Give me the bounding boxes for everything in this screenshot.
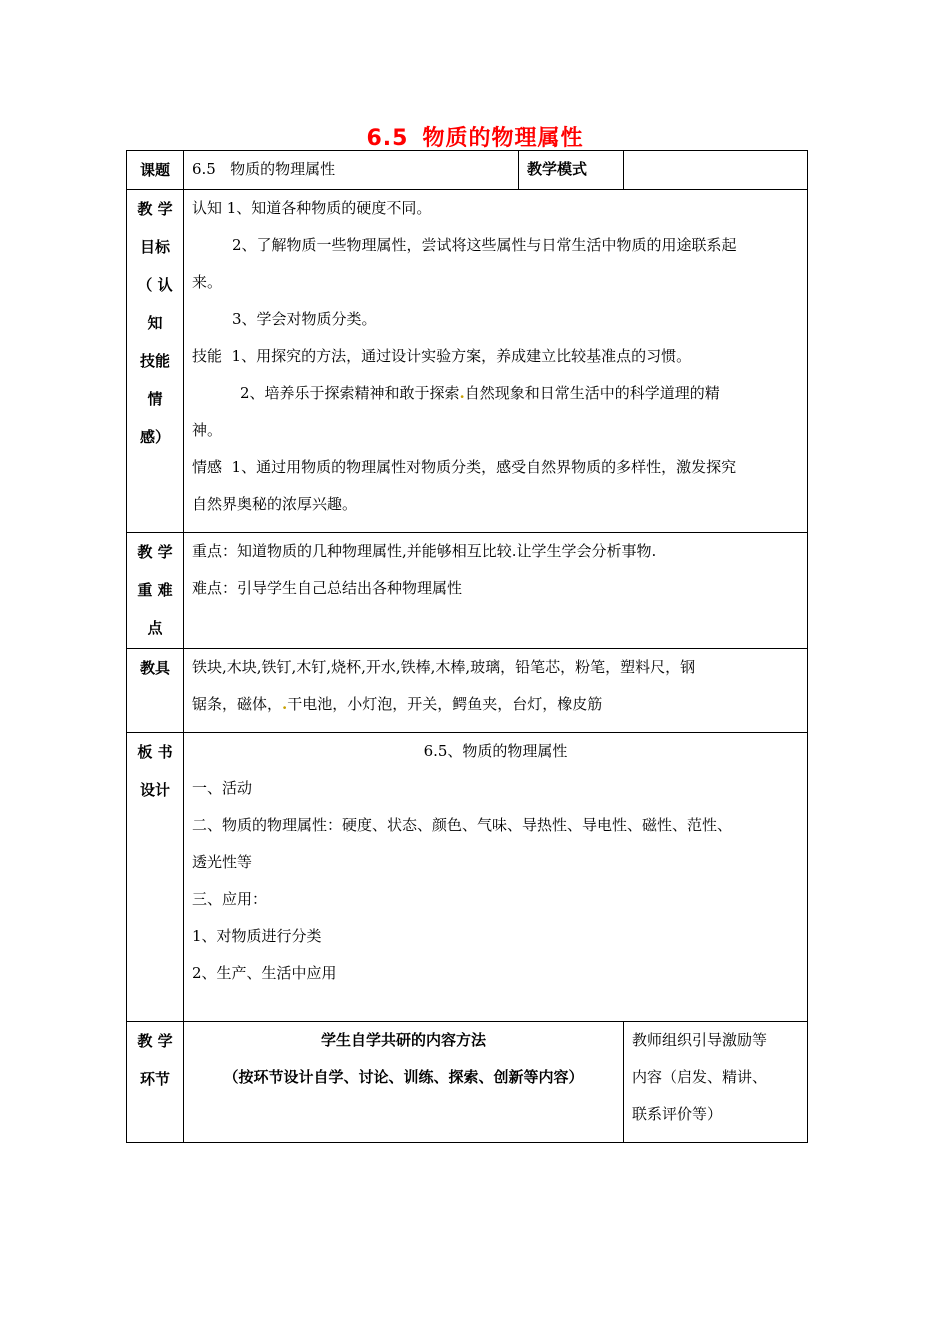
goal-line-part: 2、培养乐于探索精神和敢于探索 (240, 384, 460, 402)
goal-line: 2、了解物质一些物理属性，尝试将这些属性与日常生活中物质的用途联系起 (232, 236, 737, 254)
board-label-line: 板 书 (137, 743, 173, 761)
goal-line: 情感 1、通过用物质的物理属性对物质分类，感受自然界物质的多样性，激发探究 (192, 458, 737, 476)
goals-label-line: 情 (147, 390, 163, 408)
goals-label-line: 感） (139, 428, 170, 446)
topic-label: 课题 (139, 161, 170, 179)
topic-value: 6.5 物质的物理属性 (184, 151, 519, 190)
title-text: 物质的物理属性 (422, 126, 584, 151)
steps-teacher-content (624, 1022, 808, 1143)
row-tools (127, 649, 808, 733)
steps-label-line: 环节 (139, 1070, 170, 1088)
goal-line-part: 自然现象和日常生活中的科学道理的精 (464, 384, 720, 402)
board-heading: 6.5、物质的物理属性 (423, 742, 568, 760)
mark-dot: . (282, 695, 288, 713)
board-content (184, 733, 808, 1022)
tools-label: 教具 (139, 659, 170, 677)
mode-label: 教学模式 (519, 151, 624, 190)
tools-line-part: 锯条，磁体， (192, 695, 283, 713)
goals-label-line: 目标 (139, 238, 170, 256)
tools-line (192, 686, 799, 723)
mode-value (624, 151, 808, 190)
key-content (184, 533, 808, 649)
row-topic (127, 151, 808, 190)
board-label-line: 设计 (139, 781, 170, 799)
board-line: 1、对物质进行分类 (192, 927, 322, 945)
row-board-design (127, 733, 808, 1022)
goal-line: 3、学会对物质分类。 (232, 310, 377, 328)
tools-line-part: 干电池，小灯泡，开关，鳄鱼夹，台灯，橡皮筋 (287, 695, 603, 713)
row-key-points (127, 533, 808, 649)
steps-label-cell (127, 1022, 184, 1143)
board-line: 三、应用： (192, 890, 268, 908)
steps-student-content (184, 1022, 624, 1143)
goals-label-line: 教 学 (137, 200, 173, 218)
steps-label-line: 教 学 (137, 1032, 173, 1050)
key-label-line: 点 (147, 619, 163, 637)
tools-content (184, 649, 808, 733)
board-line: 2、生产、生活中应用 (192, 964, 337, 982)
title-number: 6.5 (366, 126, 409, 151)
goals-label-line: （ 认 (137, 276, 173, 294)
board-line: 一、活动 (192, 779, 253, 797)
goal-line: 自然界奥秘的浓厚兴趣。 (192, 495, 358, 513)
goal-line (192, 375, 799, 412)
key-line: 难点：引导学生自己总结出各种物理属性 (192, 579, 463, 597)
tools-line: 铁块,木块,铁钉,木钉,烧杯,开水,铁棒,木棒,玻璃，铅笔芯，粉笔，塑料尺，钢 (192, 658, 696, 676)
goals-label-line: 技能 (139, 352, 170, 370)
steps-mid-title: 学生自学共研的内容方法 (320, 1031, 486, 1049)
goal-line: 技能 1、用探究的方法，通过设计实验方案，养成建立比较基准点的习惯。 (192, 347, 692, 365)
steps-mid-subtitle: （按环节设计自学、讨论、训练、探索、创新等内容） (223, 1068, 584, 1086)
tools-label-cell (127, 649, 184, 733)
goals-label-line: 知 (147, 314, 163, 332)
key-label-line: 重 难 (137, 581, 173, 599)
steps-right-line: 内容（启发、精讲、 (632, 1068, 768, 1086)
row-goals (127, 190, 808, 533)
page-title (0, 121, 950, 152)
steps-right-line: 教师组织引导激励等 (632, 1031, 768, 1049)
lesson-plan-table (126, 150, 808, 1143)
key-label-line: 教 学 (137, 543, 173, 561)
goals-label-cell (127, 190, 184, 533)
key-label-cell (127, 533, 184, 649)
steps-right-line: 联系评价等） (632, 1105, 723, 1123)
topic-label-cell (127, 151, 184, 190)
goal-line: 认知 1、知道各种物质的硬度不同。 (192, 199, 432, 217)
board-line: 二、物质的物理属性：硬度、状态、颜色、气味、导热性、导电性、磁性、范性、 (192, 816, 733, 834)
mark-dot: . (459, 384, 465, 402)
goals-content (184, 190, 808, 533)
board-label-cell (127, 733, 184, 1022)
board-line: 透光性等 (192, 853, 253, 871)
goal-line: 神。 (192, 421, 223, 439)
row-teaching-steps (127, 1022, 808, 1143)
goal-line: 来。 (192, 273, 223, 291)
key-line: 重点：知道物质的几种物理属性,并能够相互比较.让学生学会分析事物. (192, 542, 657, 560)
